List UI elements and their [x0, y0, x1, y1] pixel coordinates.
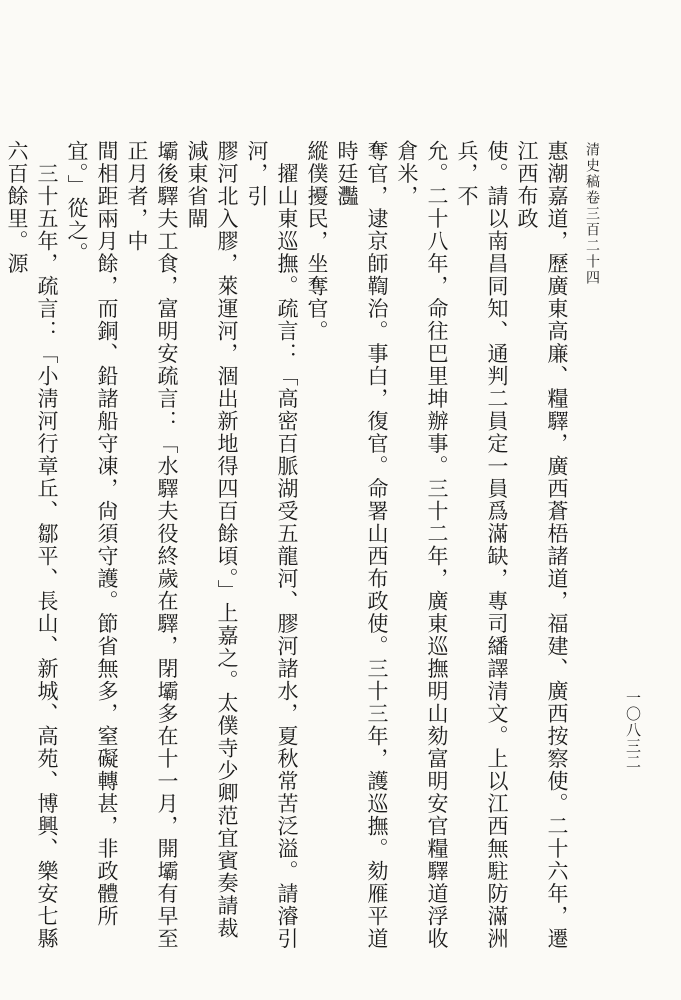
text-column: 惠潮嘉道，歷廣東高廉、糧驛，廣西蒼梧諸道，福建、廣西按察使。二十六年，遷江西布政 [515, 140, 569, 950]
page-number: 一〇八三二 [624, 690, 642, 770]
text-column [0, 140, 2, 950]
text-column: 三十五年，疏言：「小淸河行章丘、鄒平、長山、新城、高苑、博興、樂安七縣六百餘里。源 [5, 140, 59, 950]
text-column: 壩後驛夫工食，富明安疏言：「水驛夫役終歲在驛，閉壩多在十一月，開壩有早至正月者，中 [125, 140, 179, 950]
text-column: 間相距兩月餘，而銅、鉛諸船守凍，尙須守護。節省無多，窒礙轉甚，非政體所宜。」從之。 [65, 140, 119, 928]
text-column: 擢山東巡撫。疏言：「高密百脈湖受五龍河、膠河諸水，夏秋常苦泛溢。請濬引河，引 [245, 140, 299, 950]
running-title: 清史稿卷三百二十四 [584, 142, 600, 286]
text-column: 膠河北入膠，萊運河，涸出新地得四百餘頃。」上嘉之。太僕寺少卿范宜賓奏請裁減東省閘 [185, 140, 239, 940]
text-column: 縱僕擾民，坐奪官。 [305, 140, 329, 343]
text-column: 奪官，逮京師鞫治。事白，復官。命署山西布政使。三十三年，護巡撫。劾雁平道時廷灩 [335, 140, 389, 950]
text-column: 允。二十八年，命往巴里坤辦事。三十二年，廣東巡撫明山劾富明安官糧驛道浮收倉米， [395, 140, 449, 950]
text-column: 使。請以南昌同知、通判二員定一員爲滿缺，專司繙譯清文。上以江西無駐防滿洲兵，不 [455, 140, 509, 950]
vertical-text-body [5, 140, 572, 950]
